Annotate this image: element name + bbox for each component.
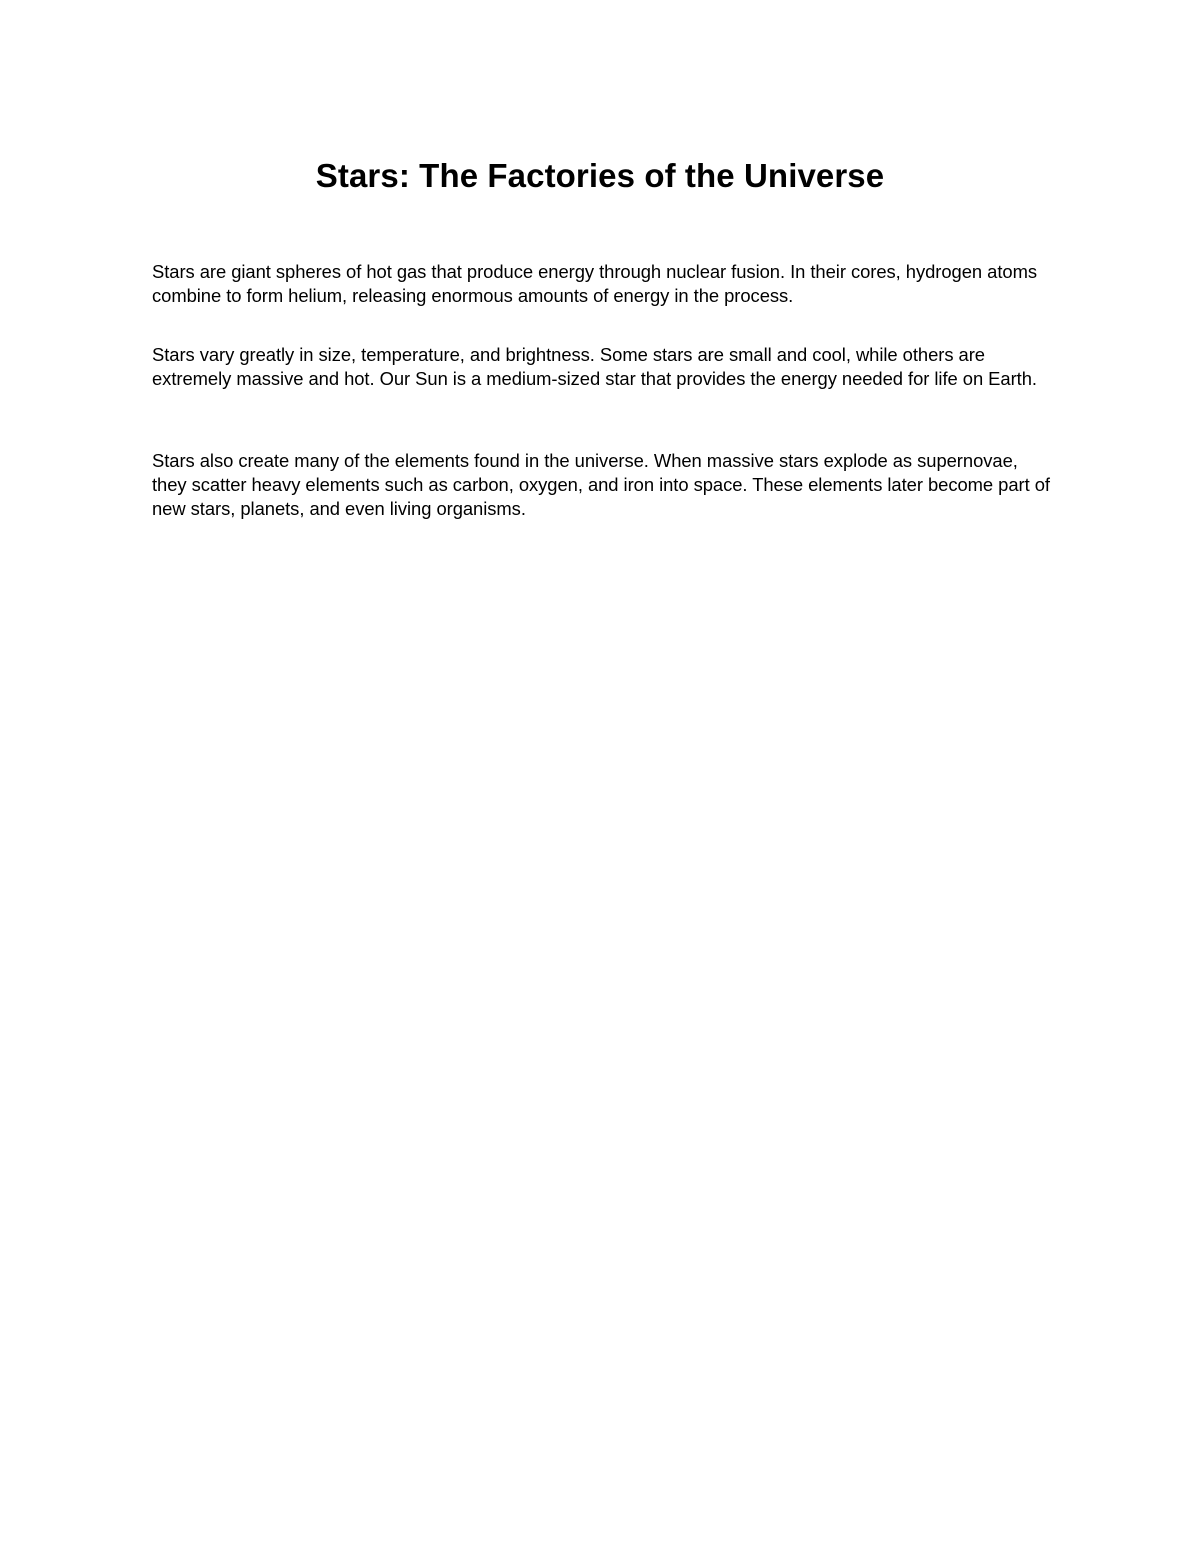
paragraph-nuclear-fusion: Stars are giant spheres of hot gas that produce energy through nuclear fusion. In their cores, hydrogen atoms combine to form helium, releasing enormous amounts of energy in the process. [152, 261, 1037, 306]
document-title: Stars: The Factories of the Universe [315, 157, 885, 194]
paragraph-star-variety: Stars vary greatly in size, temperature, and brightness. Some stars are small and cool, while others are extremely massive and hot. Our Sun is a medium-sized star that provides the energy needed for life on Earth. [152, 344, 1037, 389]
paragraph-element-creation: Stars also create many of the elements found in the universe. When massive stars explode as supernovae, they scatter heavy elements such as carbon, oxygen, and iron into space. These elements later become part of new stars, planets, and even living organisms. [152, 450, 1050, 519]
